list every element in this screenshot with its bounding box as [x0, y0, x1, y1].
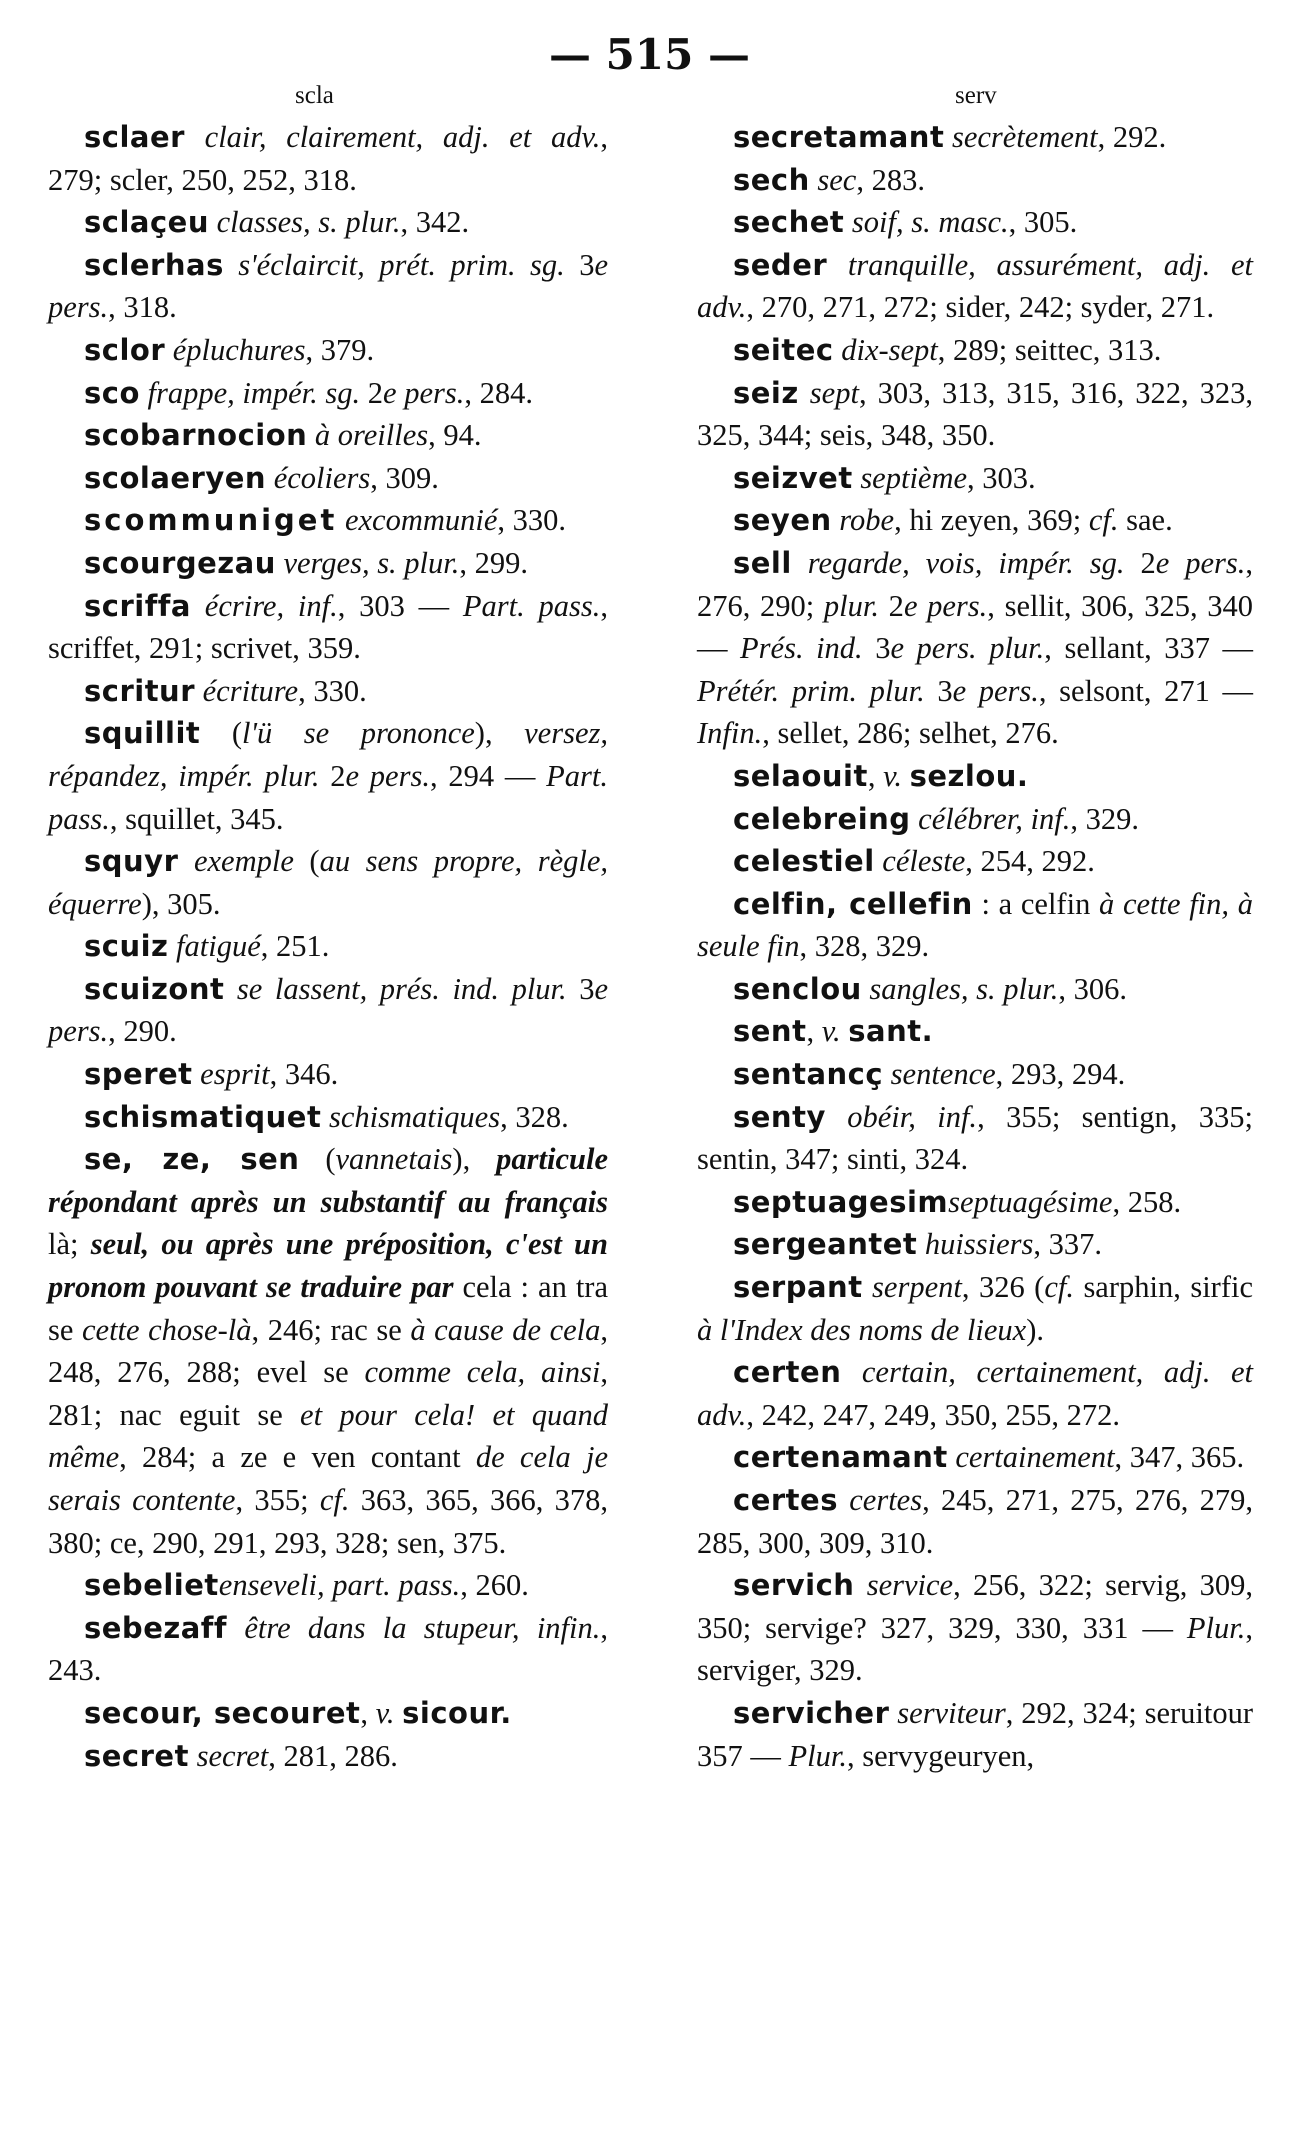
entry-text: , sellant, 337 —: [1044, 631, 1253, 666]
dictionary-entry: [48, 670, 608, 713]
entry-text: [827, 248, 848, 282]
right-column: [697, 116, 1253, 1777]
dictionary-entry: [697, 840, 1253, 883]
entry-gloss: Plur.: [788, 1738, 847, 1773]
entry-gloss: Infin.: [697, 716, 763, 751]
entry-text: , 281; nac eguit se: [48, 1355, 608, 1432]
dictionary-entry: [697, 1181, 1253, 1224]
entry-gloss: à l'Index des noms de lieux: [697, 1312, 1027, 1347]
entry-text: , 294 —: [429, 758, 547, 793]
entry-headword: septuagesim: [733, 1184, 949, 1219]
dictionary-entry: [48, 1607, 608, 1692]
entry-gloss: particule répondant après un substantif au français: [48, 1142, 608, 1219]
entry-text: ), 305.: [141, 886, 221, 921]
entry-text: [844, 205, 852, 239]
entry-text: [140, 376, 148, 410]
entry-text: 3: [564, 247, 595, 282]
entry-text: cela : an tra se: [48, 1270, 608, 1347]
entry-gloss: e pers.: [1155, 545, 1246, 580]
entry-gloss: à cette fin, à seule fin: [697, 886, 1253, 964]
entry-gloss: obéir, inf.: [847, 1099, 978, 1134]
entry-gloss: plur.: [823, 588, 880, 623]
entry-gloss: certainement: [955, 1440, 1115, 1475]
entry-gloss: clair, clairement, adj. et adv.: [204, 120, 601, 154]
entry-text: , 292, 324; seruitour 357 —: [697, 1695, 1253, 1773]
dictionary-entry: [697, 1266, 1253, 1351]
entry-gloss: e pers.: [345, 758, 430, 793]
entry-text: , scriffet, 291; scrivet, 359.: [48, 588, 609, 666]
entry-headword: squillit: [84, 716, 201, 751]
entry-headword: selaouit: [733, 758, 868, 793]
entry-headword: scommuniget: [84, 503, 338, 538]
entry-text: , 246; rac se: [251, 1312, 411, 1347]
entry-text: : a celfin: [972, 886, 1100, 921]
entry-text: , serviger, 329.: [697, 1610, 1253, 1688]
entry-gloss: e pers.: [903, 588, 988, 623]
entry-gloss: e pers. plur.: [890, 631, 1045, 666]
dictionary-entry: [697, 1479, 1253, 1564]
entry-headword: sent: [733, 1014, 807, 1049]
entry-text: , 290.: [108, 1014, 177, 1049]
entry-text: , 303, 313, 315, 316, 322, 323, 325, 344; seis, 348, 350.: [697, 375, 1254, 453]
entry-headword: sco: [84, 375, 140, 410]
entry-headword: scolaeryen: [84, 460, 267, 495]
entry-text: , 342.: [400, 205, 470, 240]
entry-headword: serpant: [733, 1270, 863, 1305]
dictionary-entry: [697, 372, 1253, 457]
entry-gloss: comme cela, ainsi: [364, 1355, 601, 1390]
entry-gloss: être dans la stupeur, infin.: [244, 1610, 601, 1645]
entry-headword: secretamant: [733, 120, 945, 154]
entry-gloss: cf.: [1088, 503, 1119, 538]
entry-headword: seitec: [733, 332, 834, 367]
entry-text: , 330.: [497, 503, 567, 538]
entry-text: , 355; sentign, 335; sentin, 347; sinti, 324.: [697, 1099, 1253, 1177]
entry-text: (: [299, 1142, 336, 1177]
entry-gloss: robe: [839, 503, 895, 538]
entry-text: , 355;: [235, 1483, 320, 1517]
page-number: — 515 —: [549, 30, 750, 79]
entry-gloss: septuagésime: [948, 1184, 1113, 1219]
entry-text: , 303 —: [337, 588, 463, 623]
entry-text: ,: [867, 758, 884, 793]
entry-text: [193, 1057, 201, 1091]
entry-text: , 306.: [1058, 971, 1127, 1006]
entry-headword: senclou: [733, 971, 862, 1006]
entry-gloss: au sens propre, règle, équerre: [48, 844, 608, 921]
entry-text: [195, 674, 203, 708]
entry-headword: scriffa: [84, 588, 191, 623]
entry-gloss: certes: [849, 1483, 923, 1517]
entry-text: [826, 1100, 847, 1134]
entry-headword: squyr: [84, 844, 179, 879]
dictionary-entry: [48, 712, 608, 840]
entry-text: [165, 333, 173, 367]
entry-text: [395, 1696, 403, 1730]
entry-text: 2: [360, 375, 384, 410]
entry-text: , 260.: [460, 1568, 529, 1603]
entry-text: [224, 248, 238, 282]
entry-headword: servicher: [733, 1695, 890, 1730]
dictionary-entry: [697, 499, 1253, 542]
entry-headword: sechet: [733, 205, 845, 240]
entry-text: 2: [879, 588, 904, 623]
entry-text: [178, 844, 194, 878]
entry-text: [189, 1739, 197, 1773]
entry-text: 2: [1124, 545, 1156, 580]
entry-text: , 283.: [856, 162, 925, 197]
left-column: [48, 116, 608, 1777]
entry-text: ),: [474, 716, 525, 751]
entry-text: 3: [924, 673, 953, 708]
dictionary-entry: [697, 1351, 1253, 1436]
dictionary-entry: [48, 1735, 608, 1778]
dictionary-entry: [697, 1692, 1253, 1777]
entry-gloss: excommunié: [344, 503, 498, 538]
entry-gloss: tranquille, assurément, adj. et adv.: [697, 247, 1253, 325]
entry-gloss: seul, ou après une préposition, c'est un pronom pouvant se traduire par: [48, 1227, 608, 1305]
entry-gloss: sept: [809, 375, 859, 410]
entry-text: 363, 365, 366, 378, 380; ce, 290, 291, 293, 328; sen, 375.: [48, 1483, 609, 1560]
entry-gloss: cette chose-là: [82, 1312, 252, 1347]
dictionary-entry: [48, 499, 608, 542]
entry-text: (: [200, 716, 242, 751]
dictionary-entry: [48, 414, 608, 457]
entry-text: là;: [48, 1227, 91, 1262]
entry-gloss: céleste: [882, 844, 966, 879]
entry-gloss: serviteur: [897, 1695, 1006, 1730]
entry-gloss: cf.: [319, 1483, 350, 1517]
entry-headword: seiz: [733, 375, 799, 410]
entry-headword: seizvet: [733, 460, 853, 495]
entry-gloss: e pers.: [383, 375, 465, 410]
entry-text: , 256, 322; servig, 309, 350; servige? 327, 329, 330, 331 —: [697, 1568, 1254, 1645]
entry-gloss: à cause de cela: [410, 1312, 601, 1347]
entry-headword: sergeantet: [733, 1227, 918, 1262]
entry-gloss: sec: [817, 162, 857, 197]
dictionary-entry: [697, 755, 1253, 798]
entry-gloss: serpent: [872, 1270, 962, 1305]
entry-text: [944, 120, 952, 154]
entry-gloss: vannetais: [335, 1142, 453, 1177]
entry-text: 2: [319, 758, 346, 793]
entry-text: , 270, 271, 272; sider, 242; syder, 271.: [746, 290, 1215, 325]
entry-text: , 347, 365.: [1114, 1440, 1245, 1475]
entry-text: , 281, 286.: [268, 1738, 398, 1773]
dictionary-entry: [48, 840, 608, 925]
dictionary-entry: [697, 159, 1253, 202]
dictionary-entry: [697, 116, 1253, 159]
entry-headword: scobarnocion: [84, 418, 308, 453]
entry-headword: sentancç: [733, 1057, 884, 1092]
entry-gloss: service: [866, 1568, 954, 1603]
entry-gloss: esprit: [200, 1057, 270, 1092]
entry-gloss: s'éclaircit, prét. prim. sg.: [238, 247, 565, 282]
entry-gloss: et pour cela! et quand même: [48, 1397, 608, 1475]
entry-gloss: à oreilles: [314, 418, 429, 453]
dictionary-entry: [48, 968, 608, 1053]
entry-gloss: sangles, s. plur.: [869, 971, 1059, 1006]
entry-text: [227, 1611, 244, 1645]
dictionary-entry: [48, 372, 608, 415]
entry-headword: se, ze, sen: [84, 1142, 300, 1177]
entry-text: , sellet, 286; selhet, 276.: [762, 716, 1059, 751]
entry-headword: seder: [733, 247, 828, 282]
dictionary-entry: [697, 883, 1253, 968]
entry-text: , 292.: [1097, 120, 1167, 154]
dictionary-entry: [48, 925, 608, 968]
entry-text: ).: [1026, 1312, 1045, 1347]
entry-text: , 248, 276, 288; evel se: [48, 1312, 608, 1390]
entry-text: [792, 546, 808, 580]
entry-text: , 329.: [1070, 801, 1139, 836]
entry-gloss: v.: [375, 1695, 395, 1730]
entry-text: 3: [862, 631, 891, 666]
entry-text: sarphin, sirfic: [1073, 1270, 1253, 1305]
dictionary-entry: [48, 542, 608, 585]
dictionary-entry: [697, 457, 1253, 500]
entry-gloss: fatigué: [176, 929, 261, 964]
dictionary-entry: [697, 244, 1253, 329]
entry-text: [191, 589, 205, 623]
dictionary-entry: [697, 1010, 1253, 1053]
entry-headword: servich: [733, 1568, 855, 1603]
entry-headword: sicour.: [402, 1695, 512, 1730]
entry-gloss: versez, répandez, impér. plur.: [48, 716, 608, 793]
entry-text: [841, 1355, 862, 1389]
entry-gloss: certain, certainement, adj. et adv.: [697, 1355, 1253, 1432]
entry-gloss: frappe, impér. sg.: [147, 375, 361, 410]
dictionary-entry: [697, 798, 1253, 841]
entry-text: , 330.: [298, 673, 367, 708]
dictionary-entry: [48, 1564, 608, 1607]
entry-gloss: l'ü se prononce: [242, 716, 475, 751]
dictionary-entry: [697, 542, 1253, 755]
dictionary-entry: [48, 585, 608, 670]
entry-text: [307, 418, 315, 452]
entry-text: , servygeuryen,: [846, 1738, 1035, 1773]
entry-gloss: Plur.: [1186, 1610, 1246, 1645]
dictionary-entry: [48, 1138, 608, 1564]
dictionary-entry: [697, 1096, 1253, 1181]
dictionary-entry: [697, 329, 1253, 372]
entry-text: ),: [452, 1142, 497, 1177]
entry-headword: sell: [733, 545, 792, 580]
entry-gloss: écrire, inf.: [204, 588, 338, 623]
entry-text: , 303.: [967, 460, 1036, 495]
entry-gloss: sentence: [890, 1057, 996, 1092]
entry-text: [838, 1483, 849, 1517]
entry-text: [902, 759, 910, 793]
entry-headword: scritur: [84, 673, 196, 708]
entry-headword: certenamant: [733, 1440, 948, 1475]
dictionary-entry: [48, 116, 608, 201]
dictionary-entry: [48, 1096, 608, 1139]
entry-text: ,: [360, 1695, 376, 1730]
entry-headword: sebeliet: [84, 1568, 219, 1603]
entry-gloss: verges, s. plur.: [283, 545, 460, 580]
dictionary-entry: [48, 1692, 608, 1735]
entry-headword: certes: [733, 1483, 838, 1517]
entry-text: , 299.: [459, 545, 529, 580]
entry-text: , sellit, 306, 325, 340 —: [697, 588, 1253, 666]
entry-text: , 276, 290;: [697, 545, 1253, 623]
entry-gloss: huissiers: [924, 1227, 1034, 1262]
entry-gloss: se lassent, prés. ind. plur.: [236, 971, 567, 1006]
entry-gloss: regarde, vois, impér. sg.: [807, 545, 1125, 580]
entry-headword: celfin, cellefin: [733, 886, 973, 921]
entry-text: ,: [806, 1014, 822, 1049]
entry-text: [168, 929, 176, 963]
entry-headword: scourgezau: [84, 545, 276, 580]
entry-text: (: [293, 844, 320, 879]
entry-text: , 309.: [370, 460, 439, 495]
entry-text: [266, 461, 274, 495]
dictionary-entry: [697, 1053, 1253, 1096]
entry-headword: celebreing: [733, 801, 911, 836]
entry-text: [799, 376, 810, 410]
entry-text: , selsont, 271 —: [1038, 673, 1253, 708]
entry-headword: secret: [84, 1738, 189, 1773]
dictionary-entry: [697, 1436, 1253, 1479]
entry-headword: senty: [733, 1099, 826, 1134]
entry-gloss: Part. pass.: [48, 758, 609, 836]
entry-text: , 242, 247, 249, 350, 255, 272.: [746, 1397, 1121, 1432]
entry-gloss: septième: [860, 460, 968, 495]
entry-headword: celestiel: [733, 844, 875, 879]
entry-headword: secour, secouret: [84, 1695, 361, 1730]
entry-headword: sezlou.: [909, 758, 1029, 793]
entry-gloss: secrètement: [951, 120, 1098, 154]
entry-gloss: exemple: [193, 844, 294, 879]
entry-headword: schismatiquet: [84, 1099, 322, 1134]
dictionary-entry: [697, 201, 1253, 244]
entry-gloss: v.: [883, 758, 902, 793]
entry-gloss: Prétér. prim. plur.: [697, 673, 925, 708]
dictionary-entry: [697, 1223, 1253, 1266]
entry-gloss: v.: [821, 1014, 841, 1049]
dictionary-entry: [48, 329, 608, 372]
entry-text: , 284; a ze e ven contant: [119, 1440, 476, 1475]
entry-text: , 337.: [1033, 1227, 1102, 1262]
dictionary-entry: [48, 244, 608, 329]
entry-text: [337, 503, 345, 537]
entry-text: [224, 972, 237, 1006]
entry-gloss: écoliers: [273, 460, 371, 495]
entry-gloss: dix-sept: [841, 332, 938, 367]
entry-headword: sclerhas: [84, 247, 224, 282]
entry-text: [185, 120, 205, 154]
entry-text: , 346.: [269, 1057, 339, 1092]
entry-gloss: classes, s. plur.: [216, 205, 401, 240]
entry-text: , hi zeyen, 369;: [894, 503, 1089, 538]
dictionary-entry: [48, 457, 608, 500]
entry-text: , 328, 329.: [799, 929, 930, 964]
entry-text: , 326 (: [961, 1270, 1045, 1305]
entry-text: , 289; seittec, 313.: [937, 332, 1162, 367]
left-guide-word: scla: [295, 82, 334, 109]
entry-gloss: épluchures: [172, 332, 306, 367]
entry-text: [883, 1057, 891, 1091]
entry-gloss: Prés. ind.: [740, 631, 863, 666]
entry-headword: scuizont: [84, 971, 225, 1006]
entry-headword: sebezaff: [84, 1610, 228, 1645]
entry-headword: certen: [733, 1355, 842, 1390]
entry-text: , 243.: [48, 1610, 608, 1688]
entry-gloss: e pers.: [952, 673, 1039, 708]
entry-headword: seyen: [733, 503, 832, 538]
entry-text: , 258.: [1112, 1184, 1182, 1219]
dictionary-entry: [48, 201, 608, 244]
entry-gloss: schismatiques: [328, 1099, 501, 1134]
entry-text: sae.: [1118, 503, 1173, 538]
entry-gloss: écriture: [202, 673, 299, 708]
entry-headword: scuiz: [84, 929, 169, 964]
entry-text: , 284.: [464, 375, 533, 410]
entry-text: , squillet, 345.: [109, 801, 284, 836]
entry-text: [209, 205, 217, 239]
entry-gloss: e pers.: [48, 247, 608, 325]
entry-gloss: cf.: [1044, 1270, 1074, 1305]
entry-text: , 379.: [305, 332, 375, 367]
entry-text: , 279; scler, 250, 252, 318.: [48, 120, 609, 197]
entry-gloss: de cela je serais contente: [48, 1440, 608, 1517]
entry-headword: sclaçeu: [84, 205, 209, 240]
entry-text: [321, 1100, 329, 1134]
entry-text: [854, 1568, 866, 1602]
dictionary-entry: [697, 1564, 1253, 1692]
entry-gloss: enseveli, part. pass.: [218, 1568, 461, 1603]
entry-gloss: secret: [196, 1738, 269, 1773]
entry-text: [917, 1227, 925, 1261]
entry-headword: sclor: [84, 332, 166, 367]
entry-text: , 94.: [428, 418, 482, 453]
dictionary-entry: [48, 1053, 608, 1096]
entry-headword: sant.: [848, 1014, 934, 1049]
entry-gloss: e pers.: [48, 971, 609, 1049]
right-guide-word: serv: [955, 82, 997, 109]
entry-gloss: soif, s. masc.: [851, 205, 1009, 240]
entry-text: , 293, 294.: [995, 1057, 1126, 1092]
entry-text: , 251.: [260, 929, 330, 964]
entry-text: , 245, 271, 275, 276, 279, 285, 300, 309, 310.: [697, 1483, 1254, 1560]
entry-text: , 254, 292.: [965, 844, 1095, 879]
entry-text: , 328.: [500, 1099, 569, 1134]
entry-text: , 305.: [1008, 205, 1078, 240]
entry-text: 3: [566, 971, 595, 1006]
dictionary-entry: [697, 968, 1253, 1011]
entry-text: [863, 1270, 872, 1304]
entry-gloss: célébrer, inf.: [918, 801, 1071, 836]
entry-headword: sclaer: [84, 120, 185, 154]
entry-headword: speret: [84, 1057, 193, 1092]
entry-gloss: Part. pass.: [462, 588, 601, 623]
entry-headword: sech: [733, 162, 810, 197]
entry-text: , 318.: [108, 290, 177, 325]
